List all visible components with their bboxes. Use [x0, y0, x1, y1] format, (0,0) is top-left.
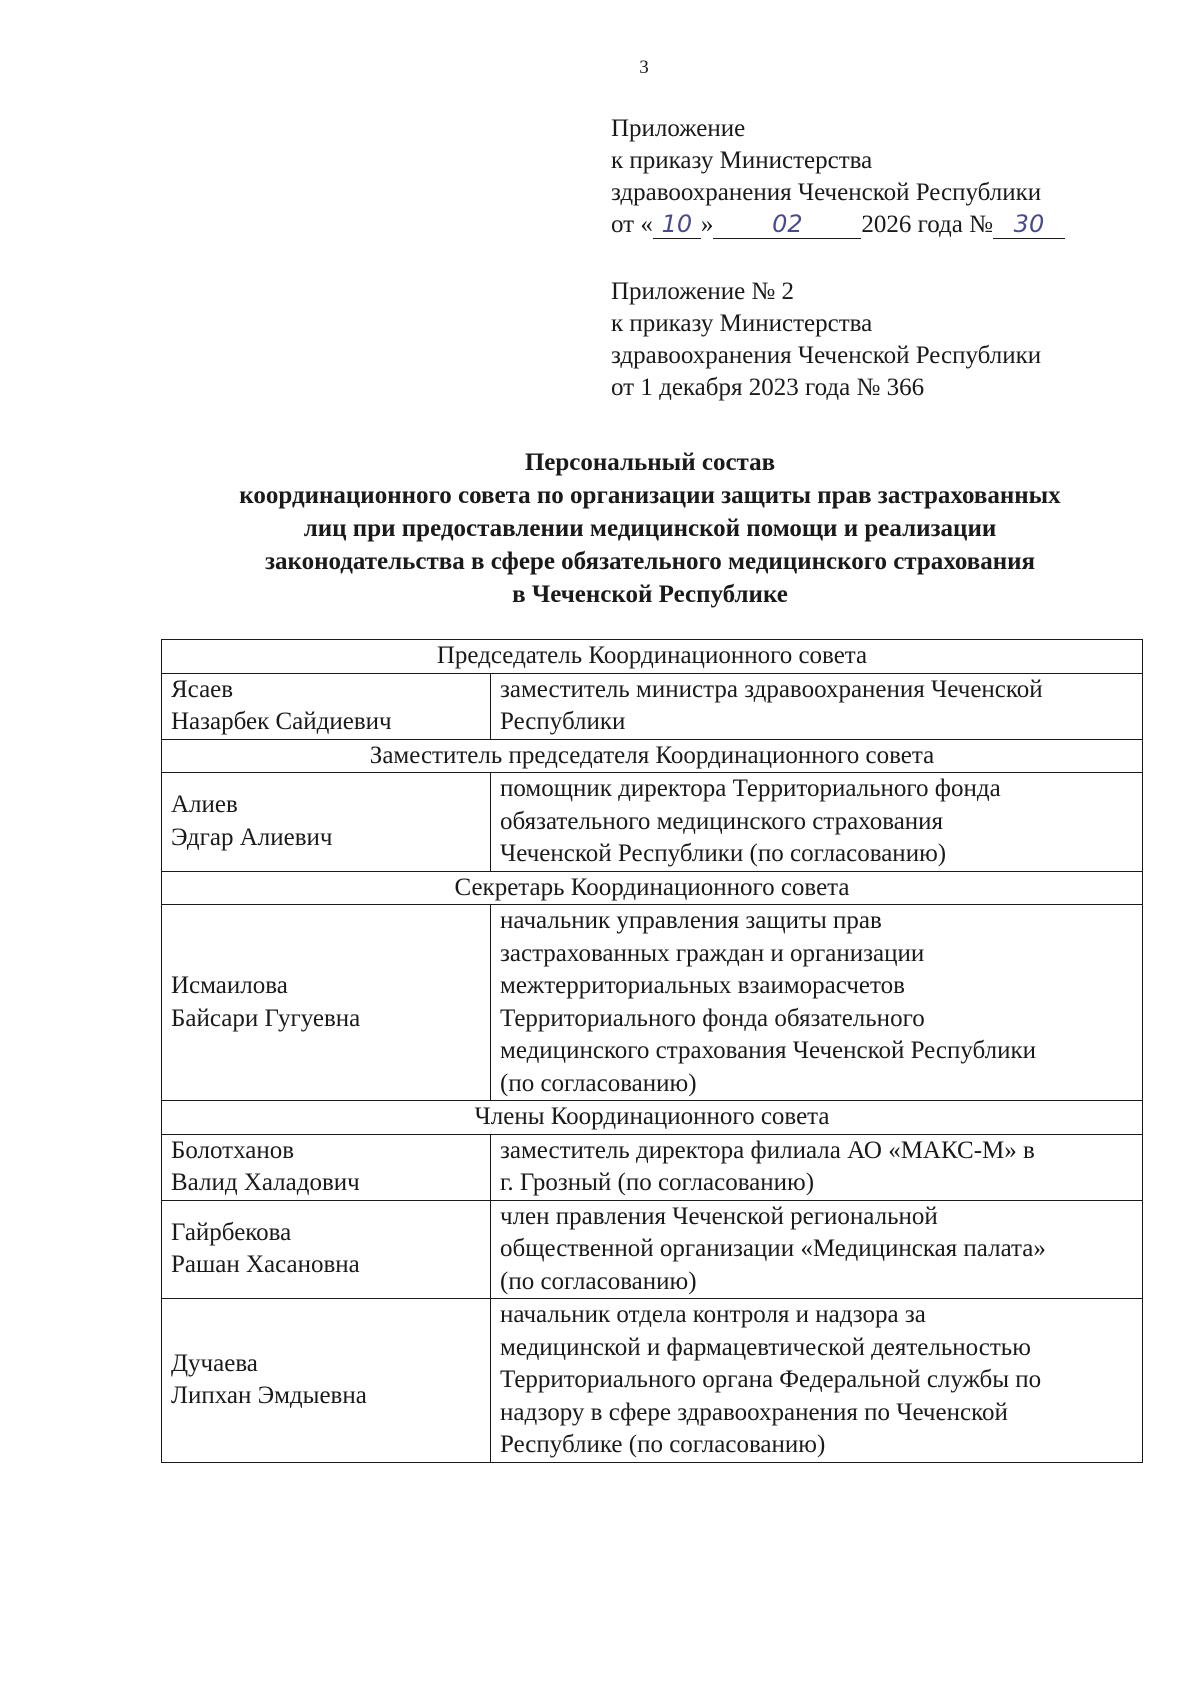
section-heading: Члены Координационного совета — [162, 1101, 1143, 1135]
date-year-text: 2026 года № — [861, 211, 993, 238]
member-surname: Алиев — [171, 791, 238, 819]
member-row — [162, 1299, 1143, 1463]
approval-line: здравоохранения Чеченской Республики — [611, 342, 1042, 369]
member-position-line: межтерриториальных взаиморасчетов — [500, 972, 905, 999]
member-surname: Гайрбекова — [171, 1218, 292, 1246]
approval-title: Приложение № 2 — [611, 278, 795, 305]
member-position-cell — [491, 1134, 1143, 1200]
section-heading-row — [162, 640, 1143, 674]
member-position-line: Чеченской Республики (по согласованию) — [500, 840, 947, 867]
member-given-names: Байсари Гугуевна — [171, 1004, 361, 1032]
member-position-line: Республики — [500, 708, 626, 735]
member-position-line: Территориального органа Федеральной службы по — [500, 1366, 1042, 1393]
approval-block-original-order — [611, 276, 1171, 404]
member-position-cell — [491, 905, 1143, 1101]
member-position-line: начальник отдела контроля и надзора за — [500, 1301, 926, 1328]
member-position-line: заместитель министра здравоохранения Чеченской — [500, 675, 1043, 703]
member-given-names: Эдгар Алиевич — [171, 823, 333, 851]
handwritten-day: 10 — [653, 210, 701, 239]
member-position-line: Республике (по согласованию) — [500, 1431, 826, 1458]
member-position-line: г. Грозный (по согласованию) — [500, 1169, 815, 1196]
title-line: лиц при предоставлении медицинской помощи и реализации — [303, 515, 997, 542]
section-heading: Заместитель председателя Координационного совета — [162, 739, 1143, 773]
member-position-line: (по согласованию) — [500, 1069, 697, 1097]
member-position-line: медицинского страхования Чеченской Республики — [500, 1037, 1037, 1064]
member-name-cell — [162, 1200, 491, 1299]
member-given-names: Назарбек Сайдиевич — [171, 708, 392, 735]
member-surname: Дучаева — [171, 1349, 258, 1377]
date-quote-close: » — [700, 211, 714, 238]
member-position-line: общественной организации «Медицинская палата» — [500, 1235, 1046, 1262]
section-heading: Секретарь Координационного совета — [162, 871, 1143, 905]
member-position-line: заместитель директора филиала АО «МАКС-М» в — [500, 1136, 1035, 1164]
member-position-line: Территориального фонда обязательного — [500, 1004, 925, 1032]
section-heading-row — [162, 739, 1143, 773]
member-position-line: застрахованных граждан и организации — [500, 939, 925, 967]
approval-date-line — [611, 209, 1171, 241]
member-given-names: Липхан Эмдыевна — [171, 1382, 367, 1410]
member-name-cell — [162, 905, 491, 1101]
approval-block-current-order — [611, 113, 1171, 241]
approval-line: к приказу Министерства — [611, 147, 873, 174]
member-name-cell — [162, 1299, 491, 1463]
member-position-cell — [491, 1299, 1143, 1463]
member-given-names: Рашан Хасановна — [171, 1251, 360, 1279]
council-members-table — [161, 639, 1143, 1463]
member-row — [162, 1134, 1143, 1200]
handwritten-order-number: 30 — [993, 210, 1065, 239]
title-line: в Чеченской Республике — [512, 581, 788, 608]
date-prefix: от « — [611, 211, 653, 238]
approval-line: здравоохранения Чеченской Республики — [611, 179, 1042, 206]
member-position-line: член правления Чеченской региональной — [500, 1202, 938, 1230]
section-heading-row — [162, 871, 1143, 905]
document-title — [150, 446, 1150, 611]
title-line: координационного совета по организации защиты прав застрахованных — [239, 482, 1061, 509]
title-line: Персональный состав — [524, 449, 776, 476]
member-name-cell — [162, 1134, 491, 1200]
section-heading: Председатель Координационного совета — [162, 640, 1143, 674]
handwritten-month: 02 — [713, 210, 861, 239]
member-position-line: помощник директора Территориального фонда — [500, 775, 1001, 802]
council-table-body — [162, 640, 1143, 1463]
member-row — [162, 773, 1143, 872]
approval-date-line: от 1 декабря 2023 года № 366 — [611, 374, 925, 401]
member-row — [162, 673, 1143, 739]
member-position-line: обязательного медицинского страхования — [500, 807, 944, 835]
member-row — [162, 1200, 1143, 1299]
member-surname: Болотханов — [171, 1136, 295, 1164]
member-given-names: Валид Халадович — [171, 1169, 360, 1196]
member-position-line: медицинской и фармацевтической деятельностью — [500, 1333, 1031, 1361]
approval-title: Приложение — [611, 115, 746, 142]
member-position-line: начальник управления защиты прав — [500, 907, 882, 934]
section-heading-row — [162, 1101, 1143, 1135]
member-position-cell — [491, 673, 1143, 739]
member-position-cell — [491, 1200, 1143, 1299]
member-surname: Ясаев — [171, 675, 234, 703]
member-name-cell — [162, 773, 491, 872]
member-row — [162, 905, 1143, 1101]
approval-line: к приказу Министерства — [611, 310, 873, 337]
page-number: 3 — [639, 57, 649, 78]
member-position-line: (по согласованию) — [500, 1267, 697, 1295]
member-surname: Исмаилова — [171, 972, 288, 999]
title-line: законодательства в сфере обязательного медицинского страхования — [264, 548, 1036, 575]
member-position-line: надзору в сфере здравоохранения по Чеченской — [500, 1398, 1008, 1426]
member-name-cell — [162, 673, 491, 739]
member-position-cell — [491, 773, 1143, 872]
